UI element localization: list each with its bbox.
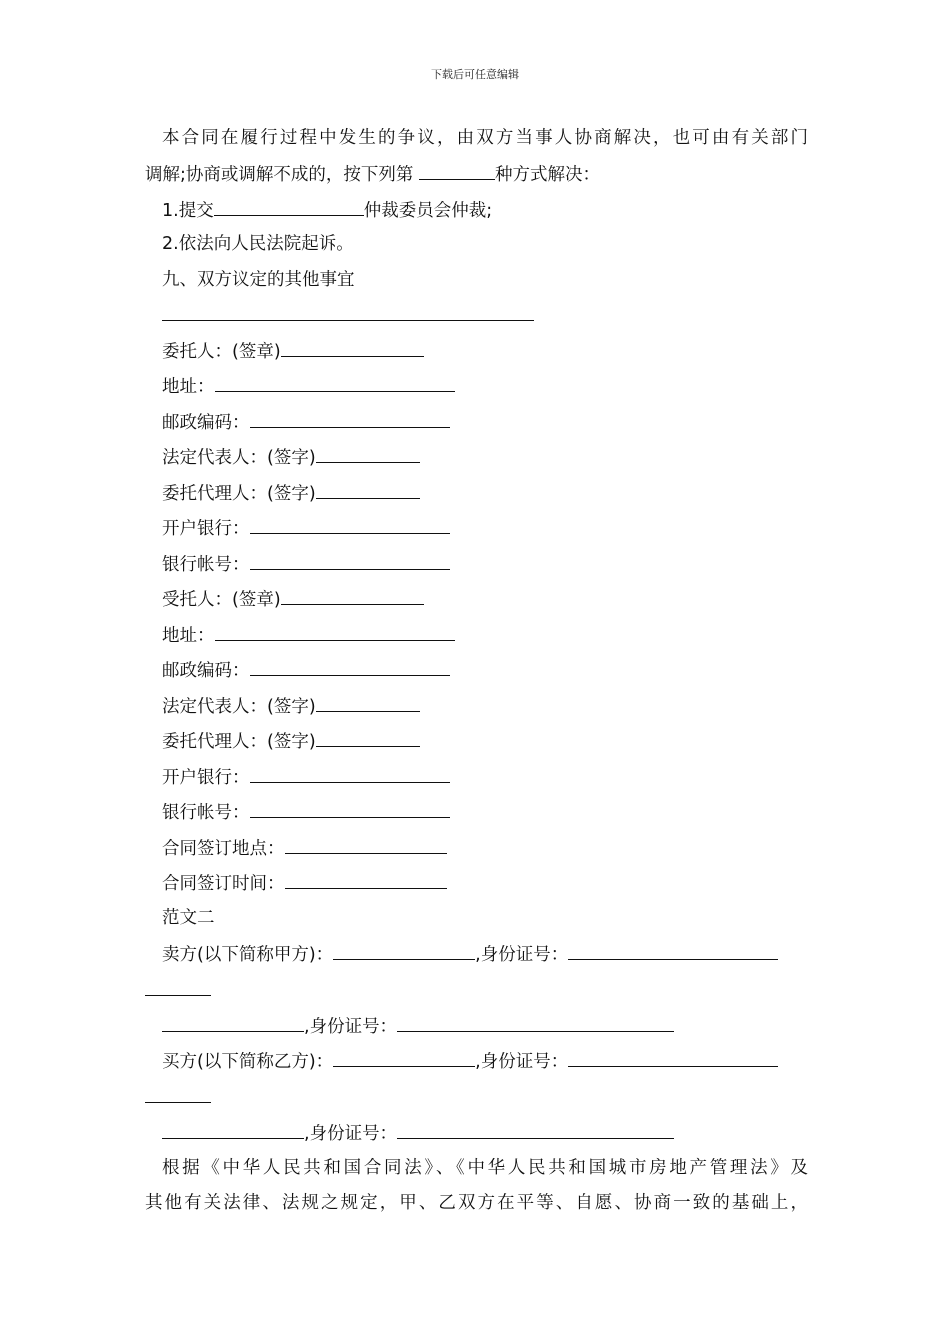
basis-paragraph-line1: 根据《中华人民共和国合同法》、《中华人民共和国城市房地产管理法》及 — [162, 1158, 808, 1178]
principal-agent-row — [162, 480, 420, 506]
principal-signature-row — [162, 338, 424, 364]
page-header: 下载后可任意编辑 — [431, 68, 519, 81]
buyer-id-blank-cont[interactable] — [145, 1084, 211, 1103]
sign-place-label: 合同签订地点： — [162, 839, 285, 859]
buyer2-id-blank[interactable] — [397, 1120, 674, 1139]
legal-rep-blank[interactable] — [316, 444, 420, 463]
trustee-account-row — [162, 799, 450, 825]
basis-paragraph-line2: 其他有关法律、法规之规定，甲、乙双方在平等、自愿、协商一致的基础上， — [145, 1193, 808, 1213]
bank-label: 开户银行： — [162, 519, 250, 539]
principal-account-row — [162, 551, 450, 577]
buyer-row — [162, 1048, 778, 1074]
buyer2-id-label: ,身份证号： — [304, 1124, 398, 1144]
bank-label: 开户银行： — [162, 768, 250, 788]
agent-blank[interactable] — [316, 480, 420, 499]
sign-time-blank[interactable] — [285, 870, 447, 889]
address-blank[interactable] — [215, 373, 455, 392]
arbitration-committee-blank[interactable] — [214, 197, 364, 216]
trustee-address-row — [162, 622, 455, 648]
dispute-text-end: 种方式解决： — [494, 165, 600, 185]
trustee-bank-row — [162, 764, 450, 790]
buyer-id-label: ,身份证号： — [475, 1052, 569, 1072]
other-matters-line — [162, 302, 534, 328]
agent-label: 委托代理人：(签字) — [162, 732, 316, 752]
other-matters-blank[interactable] — [162, 302, 534, 321]
address-label: 地址： — [162, 626, 215, 646]
buyer-name-blank[interactable] — [333, 1048, 475, 1067]
bank-blank[interactable] — [250, 764, 450, 783]
seller-second-row — [162, 1013, 674, 1039]
agent-blank[interactable] — [316, 728, 420, 747]
account-label: 银行帐号： — [162, 555, 250, 575]
option-1-tail: 仲裁委员会仲裁; — [363, 201, 493, 221]
buyer-id-blank[interactable] — [568, 1048, 778, 1067]
account-blank[interactable] — [250, 799, 450, 818]
trustee-label: 受托人：(签章) — [162, 590, 281, 610]
account-blank[interactable] — [250, 551, 450, 570]
trustee-signature-row — [162, 586, 424, 612]
buyer-wrap — [145, 1084, 211, 1110]
seller-id-label: ,身份证号： — [475, 945, 569, 965]
postcode-blank[interactable] — [250, 409, 450, 428]
address-blank[interactable] — [215, 622, 455, 641]
buyer2-name-blank[interactable] — [162, 1120, 304, 1139]
seller2-name-blank[interactable] — [162, 1013, 304, 1032]
trustee-blank[interactable] — [281, 586, 424, 605]
account-label: 银行帐号： — [162, 803, 250, 823]
section-9-heading: 九、双方议定的其他事宜 — [162, 270, 355, 290]
seller-row — [162, 941, 778, 967]
principal-postcode-row — [162, 409, 450, 435]
postcode-label: 邮政编码： — [162, 413, 250, 433]
seller2-id-blank[interactable] — [397, 1013, 674, 1032]
trustee-postcode-row — [162, 657, 450, 683]
method-number-blank[interactable] — [419, 161, 495, 180]
address-label: 地址： — [162, 377, 215, 397]
dispute-text: 调解;协商或调解不成的，按下列第 — [145, 165, 419, 185]
bank-blank[interactable] — [250, 515, 450, 534]
seller-id-blank[interactable] — [568, 941, 778, 960]
legal-rep-label: 法定代表人：(签字) — [162, 448, 316, 468]
seller-wrap — [145, 977, 211, 1003]
sign-time-label: 合同签订时间： — [162, 874, 285, 894]
option-1-label: 1.提交 — [162, 201, 214, 221]
option-2: 2.依法向人民法院起诉。 — [162, 234, 354, 254]
agent-label: 委托代理人：(签字) — [162, 484, 316, 504]
principal-address-row — [162, 373, 455, 399]
postcode-label: 邮政编码： — [162, 661, 250, 681]
principal-bank-row — [162, 515, 450, 541]
buyer-second-row — [162, 1120, 674, 1146]
seller-id-blank-cont[interactable] — [145, 977, 211, 996]
seller-name-blank[interactable] — [333, 941, 475, 960]
dispute-paragraph-line1: 本合同在履行过程中发生的争议，由双方当事人协商解决，也可由有关部门 — [162, 128, 808, 148]
principal-label: 委托人：(签章) — [162, 342, 281, 362]
legal-rep-label: 法定代表人：(签字) — [162, 697, 316, 717]
principal-legal-rep-row — [162, 444, 420, 470]
seller2-id-label: ,身份证号： — [304, 1017, 398, 1037]
sample-2-heading: 范文二 — [162, 908, 215, 928]
trustee-legal-rep-row — [162, 693, 420, 719]
sign-place-blank[interactable] — [285, 835, 447, 854]
sign-place-row — [162, 835, 447, 861]
principal-blank[interactable] — [281, 338, 424, 357]
postcode-blank[interactable] — [250, 657, 450, 676]
legal-rep-blank[interactable] — [316, 693, 420, 712]
option-1 — [162, 197, 492, 223]
sign-time-row — [162, 870, 447, 896]
trustee-agent-row — [162, 728, 420, 754]
dispute-paragraph-line2 — [145, 161, 600, 187]
seller-label: 卖方(以下简称甲方)： — [162, 945, 334, 965]
buyer-label: 买方(以下简称乙方)： — [162, 1052, 334, 1072]
